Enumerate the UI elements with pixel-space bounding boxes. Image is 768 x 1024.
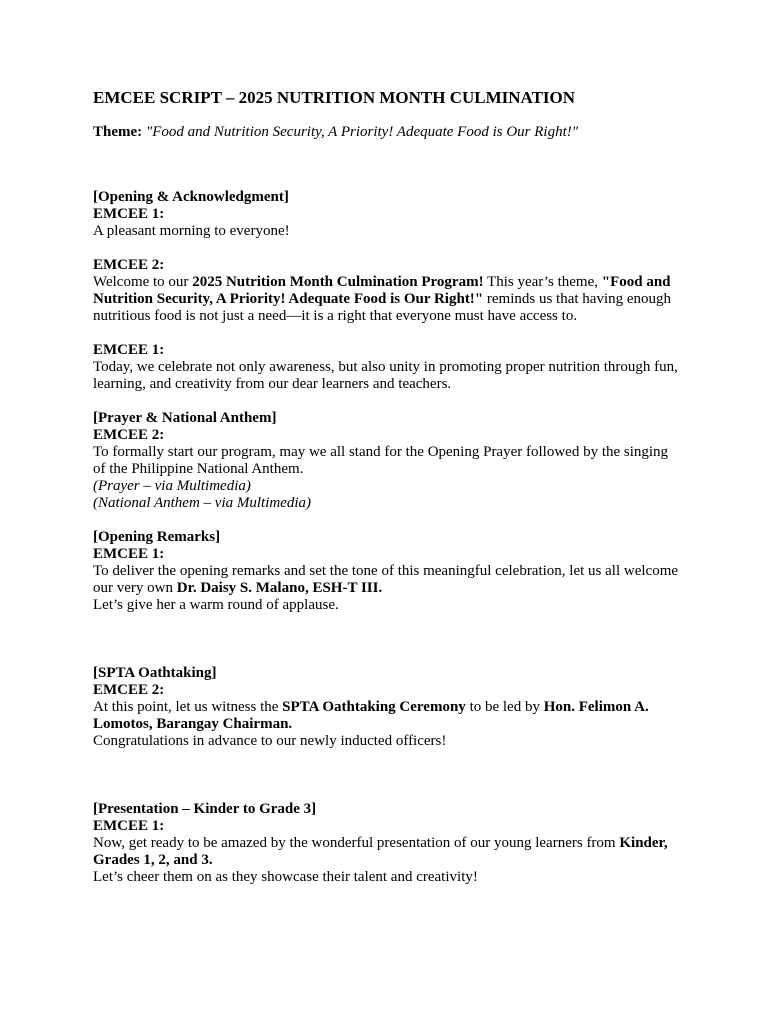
theme-value: "Food and Nutrition Security, A Priority! Adequate Food is Our Right!"	[145, 124, 579, 140]
bold-run: SPTA Oathtaking Ceremony	[282, 699, 466, 715]
section-remarks	[93, 529, 683, 614]
speaker-label: EMCEE 1:	[93, 206, 165, 222]
section-heading: [Prayer & National Anthem]	[93, 410, 277, 426]
text-run: reminds us that having enough nutritious food is not just a need—it is a right that everyone must have access to.	[93, 291, 672, 324]
bold-run: "Food and Nutrition Security, A Priority! Adequate Food is Our Right!"	[93, 274, 671, 307]
bold-run: Dr. Daisy S. Malano, ESH-T III.	[176, 580, 383, 596]
text-run: At this point, let us witness the	[93, 699, 283, 715]
theme-label: Theme:	[93, 124, 143, 140]
script-paragraph	[93, 835, 683, 869]
script-paragraph: To formally start our program, may we all stand for the Opening Prayer followed by the singing of the Philippine National Anthem.	[93, 444, 669, 477]
script-line: Congratulations in advance to our newly inducted officers!	[93, 733, 447, 749]
speaker-label: EMCEE 2:	[93, 257, 165, 273]
section-presentation	[93, 801, 683, 886]
bold-run: Kinder, Grades 1, 2, and 3.	[93, 835, 668, 868]
section-spta	[93, 665, 683, 750]
section-heading: [Presentation – Kinder to Grade 3]	[93, 801, 317, 817]
script-line: A pleasant morning to everyone!	[93, 223, 290, 239]
section-heading: [SPTA Oathtaking]	[93, 665, 217, 681]
speaker-label: EMCEE 2:	[93, 427, 165, 443]
script-paragraph	[93, 563, 683, 597]
speaker-label: EMCEE 1:	[93, 342, 165, 358]
speaker-label: EMCEE 1:	[93, 818, 165, 834]
speaker-label: EMCEE 2:	[93, 682, 165, 698]
section-heading: [Opening Remarks]	[93, 529, 221, 545]
stage-cue: (National Anthem – via Multimedia)	[93, 495, 312, 511]
text-run: Welcome to our	[93, 274, 193, 290]
bold-run: Hon. Felimon A. Lomotos, Barangay Chairman.	[93, 699, 649, 732]
text-run: Now, get ready to be amazed by the wonderful presentation of our young learners from	[93, 835, 620, 851]
document-title: EMCEE SCRIPT – 2025 NUTRITION MONTH CULMINATION	[93, 88, 576, 107]
script-paragraph: Today, we celebrate not only awareness, but also unity in promoting proper nutrition through fun, learning, and creativity from our dear learners and teachers.	[93, 359, 678, 392]
script-paragraph	[93, 699, 683, 733]
theme-line	[93, 124, 683, 141]
script-line: Let’s cheer them on as they showcase their talent and creativity!	[93, 869, 478, 885]
script-line: Let’s give her a warm round of applause.	[93, 597, 339, 613]
stage-cue: (Prayer – via Multimedia)	[93, 478, 251, 494]
section-opening	[93, 189, 683, 393]
section-heading: [Opening & Acknowledgment]	[93, 189, 289, 205]
text-run: This year’s theme,	[483, 274, 602, 290]
speaker-label: EMCEE 1:	[93, 546, 165, 562]
section-prayer	[93, 410, 683, 512]
document-page	[93, 88, 683, 886]
bold-run: 2025 Nutrition Month Culmination Program!	[192, 274, 484, 290]
text-run: to be led by	[465, 699, 544, 715]
script-paragraph	[93, 274, 683, 325]
text-run: To deliver the opening remarks and set the tone of this meaningful celebration, let us all welcome our very own	[93, 563, 679, 596]
